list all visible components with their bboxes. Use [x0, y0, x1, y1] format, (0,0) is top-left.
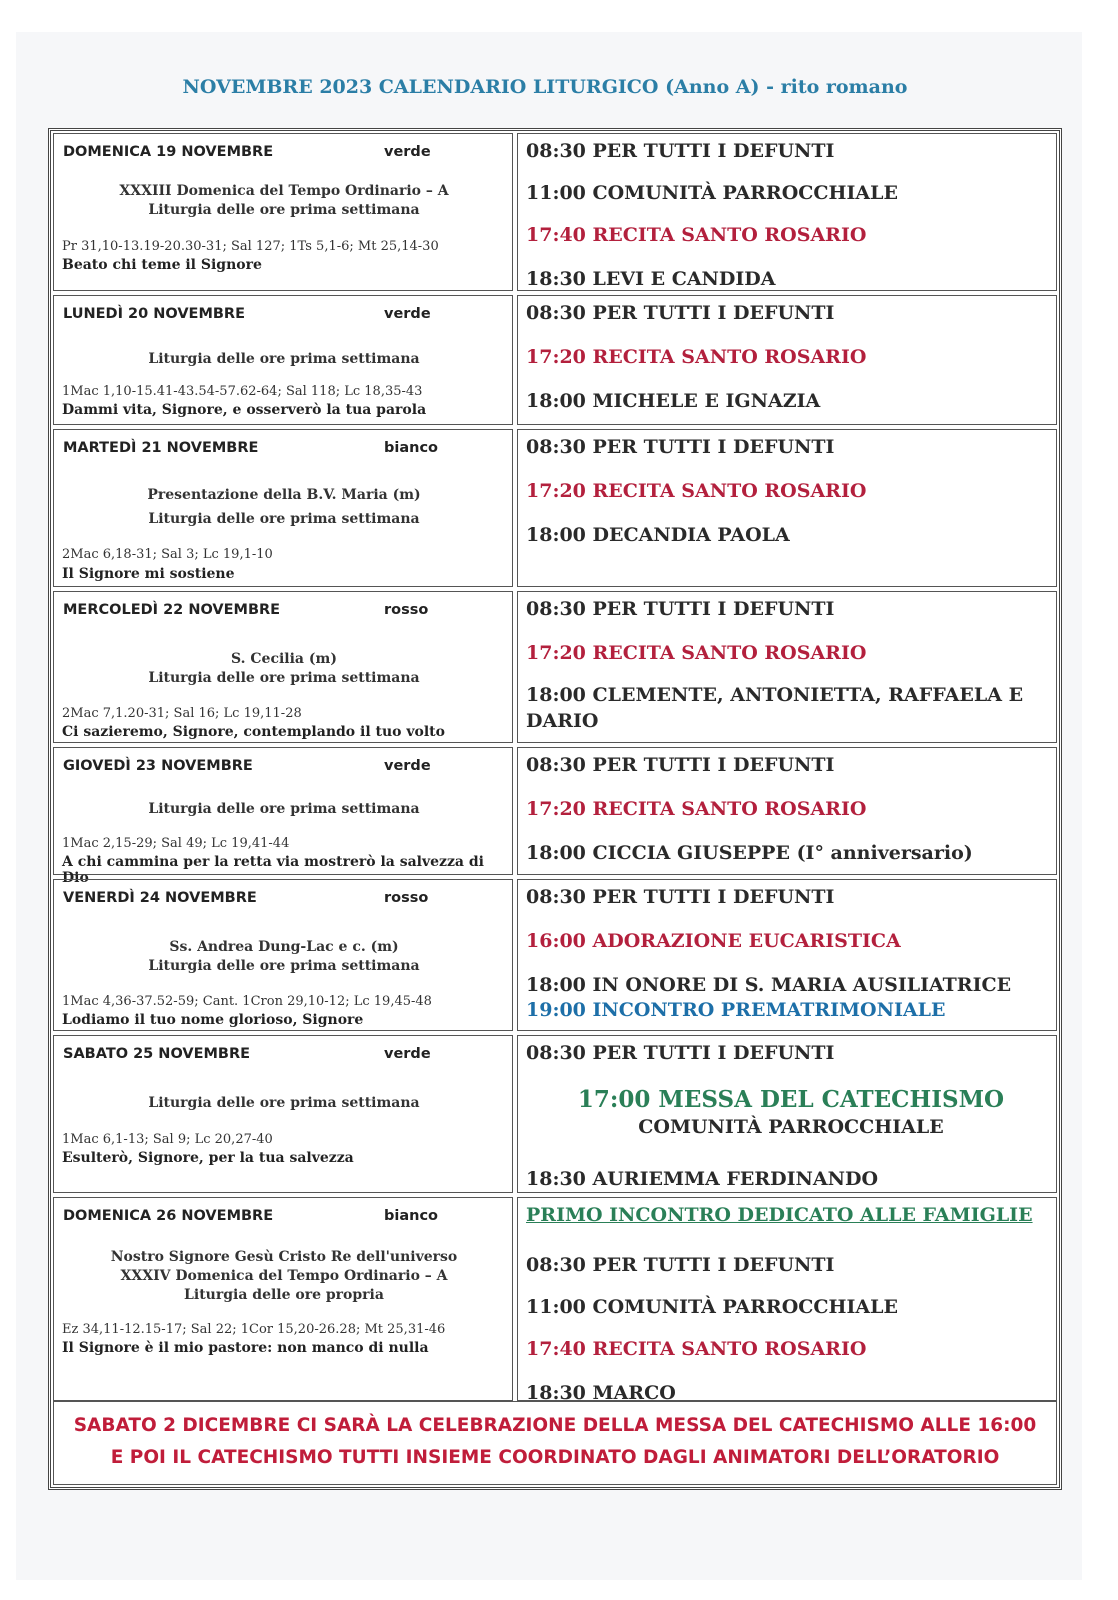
day-name: VENERDÌ 24 NOVEMBRE — [63, 890, 257, 906]
day-name: MARTEDÌ 21 NOVEMBRE — [63, 440, 259, 456]
rosary-item: 17:20 RECITA SANTO ROSARIO — [526, 642, 867, 664]
day-info-cell — [53, 591, 513, 743]
day-row — [51, 293, 1059, 427]
day-name: LUNEDÌ 20 NOVEMBRE — [63, 306, 245, 322]
readings: 2Mac 6,18-31; Sal 3; Lc 19,1-10 — [62, 547, 273, 562]
motto: Il Signore è il mio pastore: non manco di nulla — [62, 1340, 429, 1356]
motto: Ci sazieremo, Signore, contemplando il tuo volto — [62, 724, 445, 740]
day-name: MERCOLEDÌ 22 NOVEMBRE — [63, 602, 281, 618]
day-name: GIOVEDÌ 23 NOVEMBRE — [63, 758, 253, 774]
premarital-meeting-item: 19:00 INCONTRO PREMATRIMONIALE — [526, 999, 946, 1021]
mass-cell — [517, 133, 1057, 291]
liturgy-line: Liturgia delle ore prima settimana — [148, 801, 420, 817]
mass-item: 08:30 PER TUTTI I DEFUNTI — [526, 436, 835, 458]
mass-item: 18:00 IN ONORE DI S. MARIA AUSILIATRICE — [526, 974, 1012, 996]
readings: 1Mac 1,10-15.41-43.54-57.62-64; Sal 118; Lc 18,35-43 — [62, 384, 423, 399]
liturgical-color: verde — [384, 306, 431, 322]
mass-item: 08:30 PER TUTTI I DEFUNTI — [526, 886, 835, 908]
rosary-item: 17:20 RECITA SANTO ROSARIO — [526, 480, 867, 502]
mass-cell — [517, 1035, 1057, 1193]
day-info-cell — [53, 295, 513, 425]
day-row — [51, 589, 1059, 745]
liturgy-line: XXXIV Domenica del Tempo Ordinario – A — [120, 1268, 448, 1284]
calendar-table — [48, 128, 1062, 1490]
mass-item: 18:00 MICHELE E IGNAZIA — [526, 390, 821, 412]
motto: Il Signore mi sostiene — [62, 566, 235, 582]
mass-cell — [517, 295, 1057, 425]
mass-item — [526, 682, 1056, 734]
mass-cell — [517, 1197, 1057, 1404]
mass-item: 18:00 CICCIA GIUSEPPE (I° anniversario) — [526, 842, 973, 864]
liturgy-line: Liturgia delle ore prima settimana — [148, 202, 420, 218]
liturgical-color: verde — [384, 144, 431, 160]
mass-item: 08:30 PER TUTTI I DEFUNTI — [526, 1254, 835, 1276]
liturgy-line: Liturgia delle ore prima settimana — [148, 958, 420, 974]
catechism-mass-item: 17:00 MESSA DEL CATECHISMO — [577, 1086, 1005, 1113]
day-row — [51, 1033, 1059, 1195]
day-info-cell — [53, 1197, 513, 1401]
liturgical-color: rosso — [384, 890, 429, 906]
readings: 1Mac 4,36-37.52-59; Cant. 1Cron 29,10-12; Lc 19,45-48 — [62, 994, 432, 1009]
mass-item: 08:30 PER TUTTI I DEFUNTI — [526, 1042, 835, 1064]
readings: 1Mac 6,1-13; Sal 9; Lc 20,27-40 — [62, 1132, 273, 1147]
mass-cell — [517, 747, 1057, 875]
day-row — [51, 131, 1059, 293]
rosary-item: 17:40 RECITA SANTO ROSARIO — [526, 1338, 867, 1360]
mass-item: 11:00 COMUNITÀ PARROCCHIALE — [526, 182, 898, 204]
liturgical-color: rosso — [384, 602, 429, 618]
liturgy-line: Nostro Signore Gesù Cristo Re dell'universo — [110, 1249, 458, 1265]
mass-item: 08:30 PER TUTTI I DEFUNTI — [526, 302, 835, 324]
mass-item: 11:00 COMUNITÀ PARROCCHIALE — [526, 1296, 898, 1318]
liturgy-line: Liturgia delle ore propria — [184, 1287, 384, 1303]
mass-item: 18:30 LEVI E CANDIDA — [526, 268, 776, 290]
liturgy-line: Liturgia delle ore prima settimana — [148, 511, 420, 527]
footer-line-1: SABATO 2 DICEMBRE CI SARÀ LA CELEBRAZIONE DELLA MESSA DEL CATECHISMO ALLE 16:00 — [73, 1415, 1037, 1436]
day-info-cell — [53, 1035, 513, 1193]
liturgical-color: verde — [384, 1046, 431, 1062]
motto: Lodiamo il tuo nome glorioso, Signore — [62, 1012, 364, 1028]
liturgical-color: bianco — [384, 440, 439, 456]
rosary-item: 17:20 RECITA SANTO ROSARIO — [526, 346, 867, 368]
rosary-item: 17:40 RECITA SANTO ROSARIO — [526, 224, 867, 246]
liturgy-line: Liturgia delle ore prima settimana — [148, 1095, 420, 1111]
mass-cell — [517, 879, 1057, 1031]
mass-item-text: 18:00 CLEMENTE, ANTONIETTA, RAFFAELA E DARIO — [526, 684, 1024, 732]
day-info-cell — [53, 879, 513, 1031]
day-row — [51, 427, 1059, 589]
mass-item: 18:30 MARCO — [526, 1382, 676, 1404]
readings: Pr 31,10-13.19-20.30-31; Sal 127; 1Ts 5,1-6; Mt 25,14-30 — [62, 239, 439, 254]
adoration-item: 16:00 ADORAZIONE EUCARISTICA — [526, 930, 901, 952]
footer-announcement — [53, 1401, 1057, 1485]
mass-item: 18:30 AURIEMMA FERDINANDO — [526, 1168, 879, 1190]
mass-item: COMUNITÀ PARROCCHIALE — [638, 1116, 944, 1138]
liturgy-line: Liturgia delle ore prima settimana — [148, 351, 420, 367]
rosary-item: 17:20 RECITA SANTO ROSARIO — [526, 798, 867, 820]
mass-item: 08:30 PER TUTTI I DEFUNTI — [526, 140, 835, 162]
liturgical-color: verde — [384, 758, 431, 774]
day-info-cell — [53, 429, 513, 587]
day-name: DOMENICA 19 NOVEMBRE — [63, 144, 274, 160]
mass-item: 08:30 PER TUTTI I DEFUNTI — [526, 754, 835, 776]
day-name: DOMENICA 26 NOVEMBRE — [63, 1208, 274, 1224]
readings: 1Mac 2,15-29; Sal 49; Lc 19,41-44 — [62, 836, 290, 851]
motto: Esulterò, Signore, per la tua salvezza — [62, 1150, 354, 1166]
liturgy-line: S. Cecilia (m) — [231, 651, 337, 667]
mass-item: 08:30 PER TUTTI I DEFUNTI — [526, 598, 835, 620]
day-info-cell — [53, 747, 513, 886]
mass-item: 18:00 DECANDIA PAOLA — [526, 524, 790, 546]
liturgy-line: Liturgia delle ore prima settimana — [148, 670, 420, 686]
motto: Dammi vita, Signore, e osserverò la tua parola — [62, 402, 427, 418]
liturgical-color: bianco — [384, 1208, 439, 1224]
footer-line-2: E POI IL CATECHISMO TUTTI INSIEME COORDINATO DAGLI ANIMATORI DELL’ORATORIO — [110, 1447, 1000, 1468]
day-row — [51, 877, 1059, 1033]
day-name: SABATO 25 NOVEMBRE — [63, 1046, 251, 1062]
motto: Beato chi teme il Signore — [62, 257, 262, 273]
mass-cell — [517, 591, 1057, 743]
family-meeting-link[interactable]: PRIMO INCONTRO DEDICATO ALLE FAMIGLIE — [526, 1204, 1033, 1226]
motto: A chi cammina per la retta via mostrerò la salvezza di Dio — [62, 854, 484, 886]
day-info-cell — [53, 133, 513, 291]
day-row — [51, 745, 1059, 886]
page-title: NOVEMBRE 2023 CALENDARIO LITURGICO (Anno A) - rito romano — [182, 76, 908, 98]
readings: Ez 34,11-12.15-17; Sal 22; 1Cor 15,20-26.28; Mt 25,31-46 — [62, 1322, 446, 1337]
liturgy-line: Ss. Andrea Dung-Lac e c. (m) — [169, 939, 399, 955]
liturgy-line: XXXIII Domenica del Tempo Ordinario – A — [119, 183, 449, 199]
readings: 2Mac 7,1.20-31; Sal 16; Lc 19,11-28 — [62, 706, 302, 721]
mass-cell — [517, 429, 1057, 587]
liturgy-line: Presentazione della B.V. Maria (m) — [147, 487, 421, 503]
day-row — [51, 1195, 1059, 1403]
